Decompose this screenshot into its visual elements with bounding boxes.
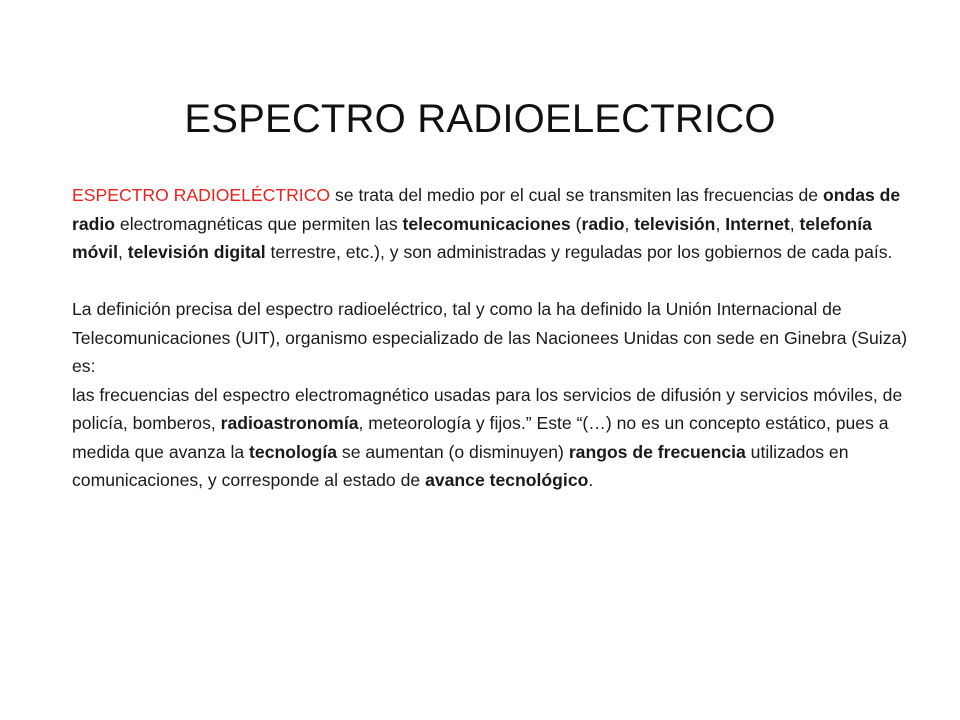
text-run: electromagnéticas que permiten las [115, 213, 403, 234]
text-run: , [789, 213, 800, 234]
uit-definition-paragraph: La definición precisa del espectro radioeléctrico, tal y como la ha definido la Unión Internacional de Telecomunicaciones (UIT), organismo especializado de las Nacionees Unidas con sede en Ginebra (Suiza) es: [72, 299, 908, 376]
text-run: , [624, 213, 635, 234]
text-run: ( [570, 213, 582, 234]
text-run: utilizados en comunicaciones, y corresponde al estado de [72, 441, 849, 490]
term-highlight: ESPECTRO RADIOELÉCTRICO [72, 185, 331, 205]
bold-ondas-de-radio: ondas de radio [72, 185, 901, 234]
text-run: , meteorología y fijos.” Este “(…) no es un concepto estático, pues a medida que avanza la [72, 413, 889, 462]
bold-rangos-de-frecuencia: rangos de frecuencia [568, 441, 746, 462]
paragraph-gap [72, 267, 922, 296]
text-run: , [117, 242, 128, 262]
text-run: terrestre, etc.), y son administradas y reguladas por los gobiernos de cada país. [265, 242, 893, 262]
text-run: . [588, 470, 594, 490]
bold-tecnologia: tecnología [249, 441, 338, 462]
bold-television-digital: televisión digital [127, 242, 266, 262]
quote-paragraph [72, 381, 922, 495]
text-run: se aumentan (o disminuyen) [337, 441, 569, 462]
bold-television: televisión [634, 213, 716, 234]
text-run: las frecuencias del espectro electromagnético usadas para los servicios de difusión y servicios móviles, de policía, bomberos, [72, 384, 903, 433]
bold-internet: Internet [725, 213, 790, 234]
bold-avance-tecnologico: avance tecnológico [425, 470, 589, 490]
text-run: , [715, 213, 726, 234]
definition-paragraph [72, 181, 922, 267]
bold-radio: radio [581, 213, 625, 234]
bold-telecomunicaciones: telecomunicaciones [402, 213, 571, 234]
bold-telefonia-movil: telefonía móvil [72, 213, 872, 262]
bold-radioastronomia: radioastronomía [220, 413, 359, 433]
text-run: se trata del medio por el cual se transmiten las frecuencias de [330, 185, 823, 205]
slide-body [72, 181, 922, 495]
slide-title: ESPECTRO RADIOELECTRICO [184, 96, 776, 141]
